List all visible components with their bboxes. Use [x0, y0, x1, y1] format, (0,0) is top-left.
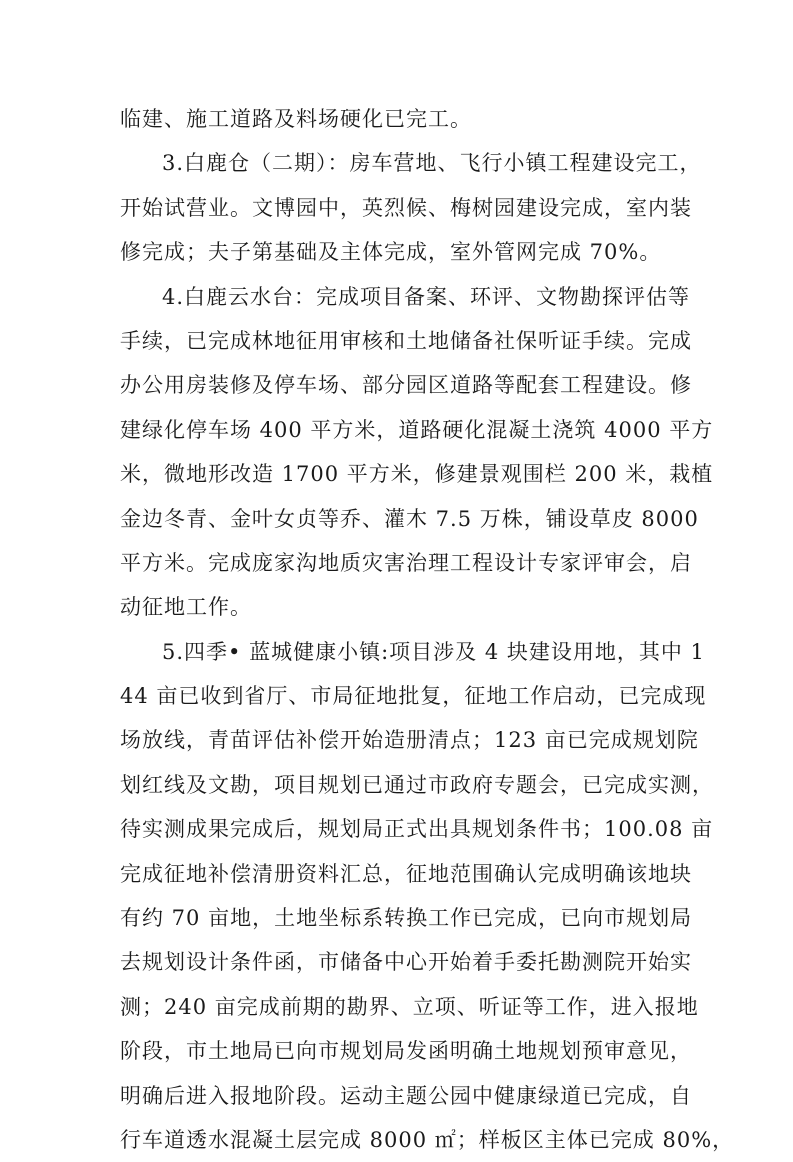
text-line: 划红线及文勘，项目规划已通过市政府专题会，已完成实测，: [120, 772, 714, 797]
text-line: 去规划设计条件函，市储备中心开始着手委托勘测院开始实: [120, 950, 692, 975]
text-line: 金边冬青、金叶女贞等乔、灌木 7.5 万株，铺设草皮 8000: [120, 506, 699, 531]
text-line: 建绿化停车场 400 平方米，道路硬化混凝土浇筑 4000 平方: [120, 417, 714, 442]
text-line: 44 亩已收到省厅、市局征地批复，征地工作启动，已完成现: [120, 684, 707, 709]
text-line: 手续，已完成林地征用审核和土地储备社保听证手续。完成: [120, 328, 692, 353]
text-line: 米，微地形改造 1700 平方米，修建景观围栏 200 米，栽植: [120, 462, 714, 487]
text-line: 平方米。完成庞家沟地质灾害治理工程设计专家评审会，启: [120, 550, 692, 575]
text-line: 4.白鹿云水台：完成项目备案、环评、文物勘探评估等: [162, 284, 691, 309]
text-line: 测；240 亩完成前期的勘界、立项、听证等工作，进入报地: [120, 994, 699, 1019]
text-line: 临建、施工道路及料场硬化已完工。: [120, 107, 472, 131]
text-line: 完成征地补偿清册资料汇总，征地范围确认完成明确该地块: [120, 861, 692, 886]
document-body: [120, 97, 735, 1162]
text-line: 场放线，青苗评估补偿开始造册清点；123 亩已完成规划院: [120, 728, 699, 753]
text-line: 阶段，市土地局已向市规划局发函明确土地规划预审意见，: [120, 1039, 692, 1064]
text-line: 行车道透水混凝土层完成 8000 ㎡；样板区主体已完成 80%，: [120, 1127, 735, 1152]
text-line: 待实测成果完成后，规划局正式出具规划条件书；100.08 亩: [120, 817, 714, 842]
text-line: 明确后进入报地阶段。运动主题公园中健康绿道已完成，自: [120, 1083, 692, 1108]
text-line: 5.四季• 蓝城健康小镇:项目涉及 4 块建设用地，其中 1: [162, 639, 705, 664]
text-line: 开始试营业。文博园中，英烈候、梅树园建设完成，室内装: [120, 195, 692, 220]
text-line: 修完成；夫子第基础及主体完成，室外管网完成 70%。: [120, 240, 662, 265]
text-line: 3.白鹿仓（二期）：房车营地、飞行小镇工程建设完工，: [162, 151, 702, 176]
text-line: 有约 70 亩地，土地坐标系转换工作已完成，已向市规划局: [120, 906, 693, 931]
text-line: 办公用房装修及停车场、部分园区道路等配套工程建设。修: [120, 373, 692, 398]
text-line: 动征地工作。: [120, 595, 252, 620]
